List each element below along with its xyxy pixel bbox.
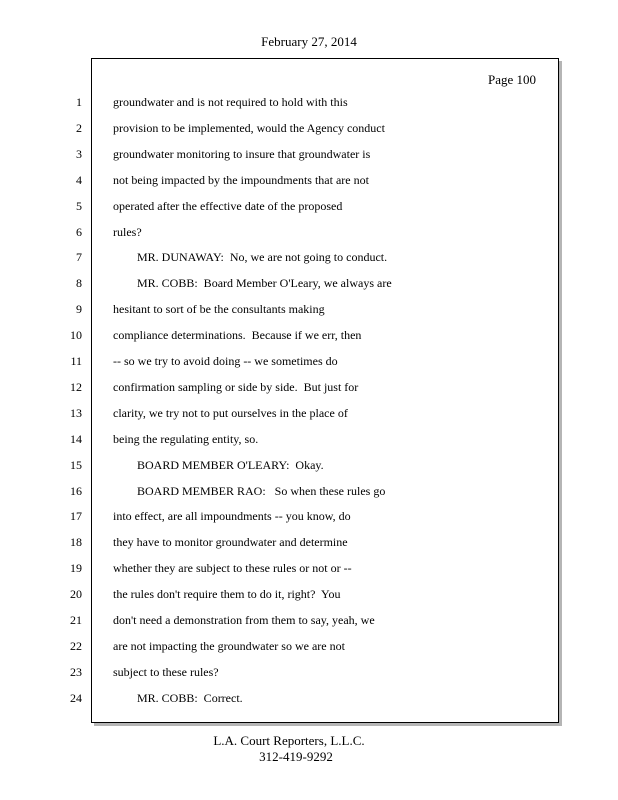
line-text: being the regulating entity, so.	[113, 431, 259, 446]
line-number: 7	[76, 250, 82, 265]
line-text: -- so we try to avoid doing -- we sometimes do	[113, 354, 338, 368]
line-text: provision to be implemented, would the Agency conduct	[113, 120, 385, 135]
line-number: 19	[70, 561, 82, 576]
line-text: hesitant to sort of be the consultants making	[113, 302, 325, 317]
line-text: BOARD MEMBER O'LEARY: Okay.	[137, 457, 324, 472]
line-number: 13	[70, 405, 82, 420]
page-number: Page 100	[487, 72, 536, 87]
line-text: groundwater monitoring to insure that groundwater is	[113, 146, 371, 161]
line-text: whether they are subject to these rules or not or --	[113, 561, 352, 576]
header-date: February 27, 2014	[261, 34, 357, 49]
line-number: 21	[70, 613, 82, 627]
line-number: 8	[76, 276, 82, 291]
line-text: they have to monitor groundwater and determine	[113, 535, 348, 550]
line-number: 2	[76, 120, 82, 135]
line-text: not being impacted by the impoundments that are not	[113, 172, 369, 187]
line-text: MR. COBB: Board Member O'Leary, we always are	[137, 276, 392, 291]
line-text: don't need a demonstration from them to say, yeah, we	[113, 613, 375, 627]
line-number: 4	[76, 172, 82, 187]
line-text: operated after the effective date of the proposed	[113, 198, 343, 213]
line-number: 14	[70, 431, 82, 446]
line-text: the rules don't require them to do it, right? You	[113, 587, 341, 602]
line-number: 24	[70, 690, 82, 705]
line-number: 12	[70, 379, 82, 394]
footer-company: L.A. Court Reporters, L.L.C.	[213, 733, 365, 748]
line-number: 6	[76, 224, 82, 239]
line-number: 18	[70, 535, 82, 550]
line-text: subject to these rules?	[113, 664, 219, 679]
footer-phone: 312-419-9292	[259, 749, 333, 764]
line-number: 20	[70, 587, 82, 602]
line-number: 22	[70, 638, 82, 653]
line-text: confirmation sampling or side by side. But just for	[113, 379, 359, 394]
line-number: 1	[76, 95, 82, 109]
line-number: 5	[76, 198, 82, 213]
line-number: 23	[70, 664, 82, 679]
line-number: 11	[70, 354, 82, 368]
line-number: 16	[70, 483, 82, 498]
line-text: into effect, are all impoundments -- you know, do	[113, 509, 351, 524]
line-text: MR. COBB: Correct.	[137, 690, 243, 705]
line-number: 17	[70, 509, 82, 524]
line-text: groundwater and is not required to hold with this	[113, 95, 348, 109]
line-number: 9	[76, 302, 82, 317]
line-text: are not impacting the groundwater so we are not	[113, 638, 345, 653]
line-number: 10	[70, 328, 82, 343]
line-text: rules?	[113, 224, 142, 239]
line-number: 3	[76, 146, 82, 161]
line-text: MR. DUNAWAY: No, we are not going to conduct.	[137, 250, 388, 265]
line-text: clarity, we try not to put ourselves in the place of	[113, 405, 348, 420]
line-number: 15	[70, 457, 82, 472]
line-text: compliance determinations. Because if we err, then	[113, 328, 362, 343]
footer	[0, 733, 618, 765]
line-text: BOARD MEMBER RAO: So when these rules go	[137, 483, 386, 498]
